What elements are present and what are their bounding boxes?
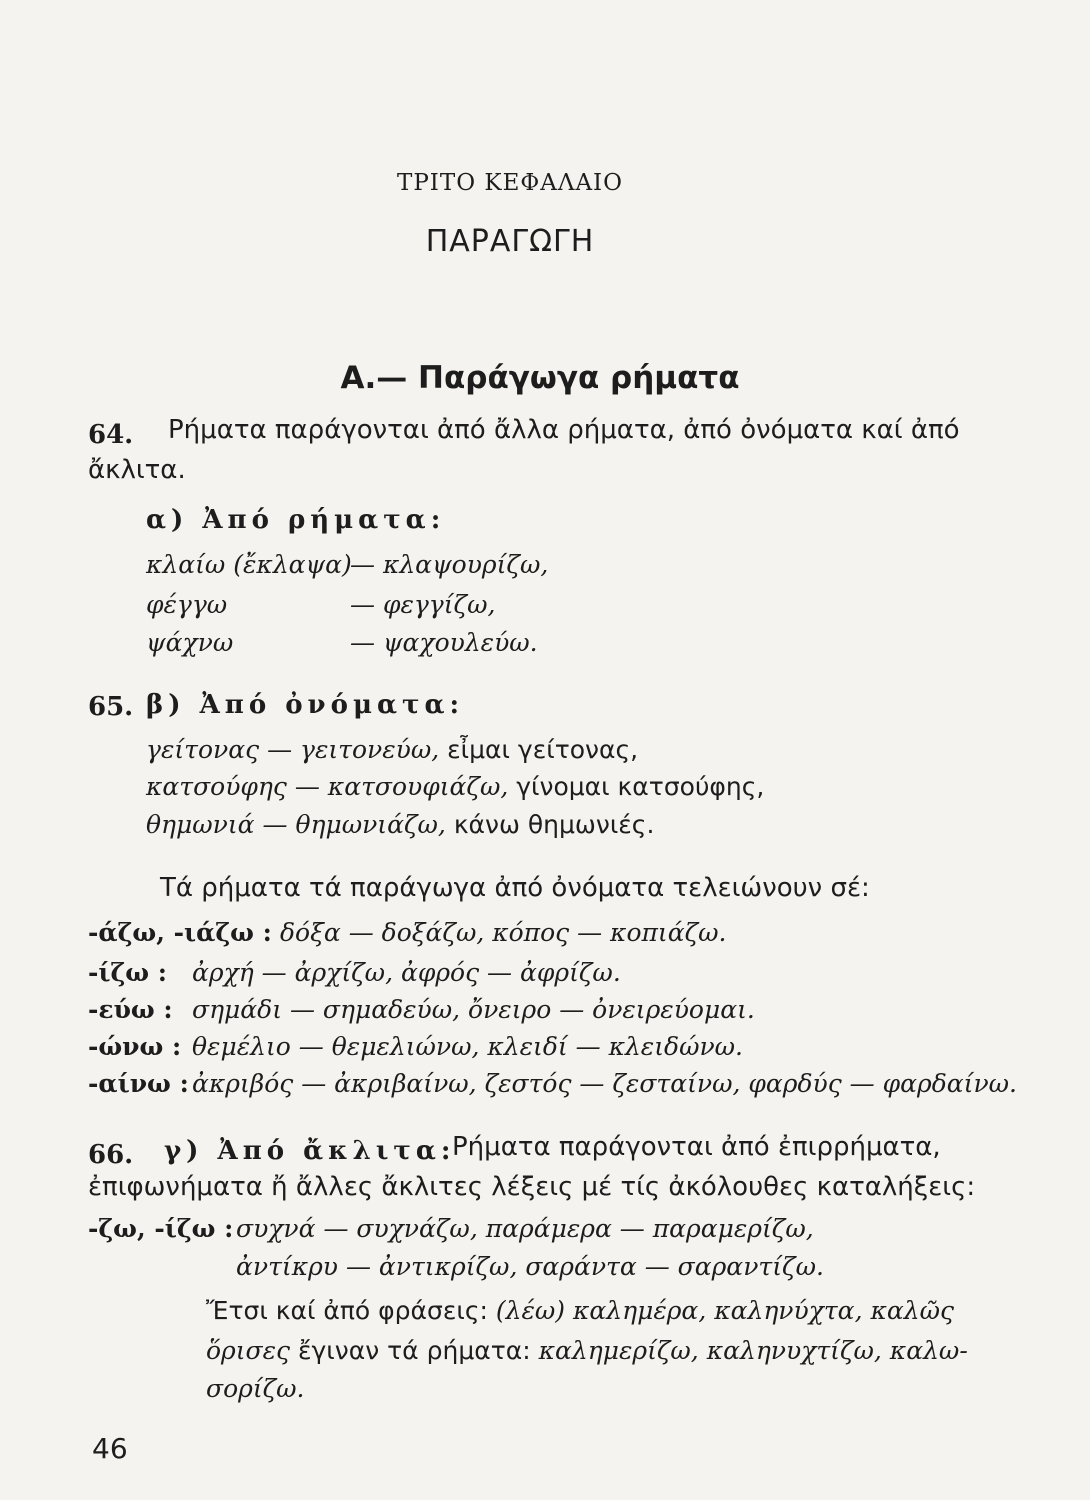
note-line-1-phrases: (λέω) καλημέρα, καληνύχτα, καλῶς — [495, 1296, 954, 1325]
example-b2 — [146, 772, 764, 801]
example-b3-forms: θημωνιά — θημωνιάζω, — [146, 810, 446, 839]
ending-examples-5: ἀκριβός — ἀκριβαίνω, ζεστός — ζεσταίνω, φαρδύς — φαρδαίνω. — [192, 1069, 1017, 1098]
example-b1-forms: γείτονας — γειτονεύω, — [146, 735, 440, 764]
example-a1-left: κλαίω (ἔκλαψα) — [146, 550, 352, 579]
example-c1: συχνά — συχνάζω, παράμερα — παραμερίζω, — [236, 1214, 814, 1243]
example-b2-meaning: γίνομαι κατσούφης, — [516, 772, 765, 801]
ending-suffix-3: -εύω : — [88, 995, 173, 1024]
ending-examples-4: θεμέλιο — θεμελιώνω, κλειδί — κλειδώνω. — [192, 1032, 743, 1061]
paragraph-66-line-1: Ρήματα παράγονται ἀπό ἐπιρρήματα, — [452, 1132, 941, 1162]
note-line-2 — [206, 1336, 968, 1365]
example-b3 — [146, 810, 654, 839]
example-b1 — [146, 735, 638, 764]
note-line-3: σορίζω. — [206, 1374, 305, 1403]
ending-suffix-1: -άζω, -ιάζω : — [88, 918, 272, 947]
paragraph-66-line-2: ἐπιφωνήματα ἤ ἄλλες ἄκλιτες λέξεις μέ τίς ἀκόλουθες καταλήξεις: — [88, 1172, 976, 1202]
chapter-title: ΠΑΡΑΓΩΓΗ — [425, 224, 595, 259]
page-number: 46 — [92, 1432, 128, 1465]
endings-intro: Τά ρήματα τά παράγωγα ἀπό ὀνόματα τελειώνουν σέ: — [160, 873, 870, 903]
note-line-2-text: ἔγιναν τά ρήματα: — [298, 1336, 531, 1365]
ending-examples-3: σημάδι — σημαδεύω, ὄνειρο — ὀνειρεύομαι. — [192, 995, 755, 1024]
example-c2: ἀντίκρυ — ἀντικρίζω, σαράντα — σαραντίζω. — [236, 1252, 824, 1281]
note-line-2-phrase: ὅρισες — [206, 1336, 291, 1365]
note-line-1 — [206, 1296, 954, 1325]
example-a1-right: — κλαψουρίζω, — [350, 550, 549, 579]
example-a2-left: φέγγω — [146, 590, 228, 619]
note-line-1-text: Ἔτσι καί ἀπό φράσεις: — [206, 1296, 488, 1325]
section-heading: Α.— Παράγωγα ρήματα — [340, 360, 740, 396]
paragraph-number-64: 64. — [88, 420, 134, 450]
example-a3-right: — ψαχουλεύω. — [350, 628, 538, 657]
example-b3-meaning: κάνω θημωνιές. — [453, 810, 655, 839]
example-b2-forms: κατσούφης — κατσουφιάζω, — [146, 772, 509, 801]
example-b1-meaning: εἶμαι γείτονας, — [447, 735, 639, 764]
subheading-from-verbs: α) Ἀπό ρήματα: — [146, 505, 446, 535]
chapter-heading: ΤΡΙΤΟ ΚΕΦΑΛΑΙΟ — [396, 170, 623, 196]
paragraph-number-65: 65. — [88, 692, 134, 722]
ending-suffix-2: -ίζω : — [88, 958, 168, 987]
ending-suffix-5: -αίνω : — [88, 1069, 189, 1098]
paragraph-number-66: 66. — [88, 1140, 134, 1170]
subheading-from-indeclinables: γ) Ἀπό ἄκλιτα: — [164, 1136, 456, 1166]
note-line-2-verbs: καλημερίζω, καληνυχτίζω, καλω- — [538, 1336, 968, 1365]
example-a2-right: — φεγγίζω, — [350, 590, 496, 619]
subheading-from-nouns: β) Ἀπό ὀνόματα: — [146, 690, 465, 720]
paragraph-64-line-2: ἄκλιτα. — [88, 455, 186, 485]
ending-examples-2: ἀρχή — ἀρχίζω, ἀφρός — ἀφρίζω. — [192, 958, 621, 987]
ending-suffix-4: -ώνω : — [88, 1032, 182, 1061]
suffix-zo-izo: -ζω, -ίζω : — [88, 1214, 234, 1243]
paragraph-64-line-1: Ρήματα παράγονται ἀπό ἄλλα ρήματα, ἀπό ὀνόματα καί ἀπό — [168, 415, 960, 445]
ending-examples-1: δόξα — δοξάζω, κόπος — κοπιάζω. — [280, 918, 727, 947]
example-a3-left: ψάχνω — [146, 628, 234, 657]
